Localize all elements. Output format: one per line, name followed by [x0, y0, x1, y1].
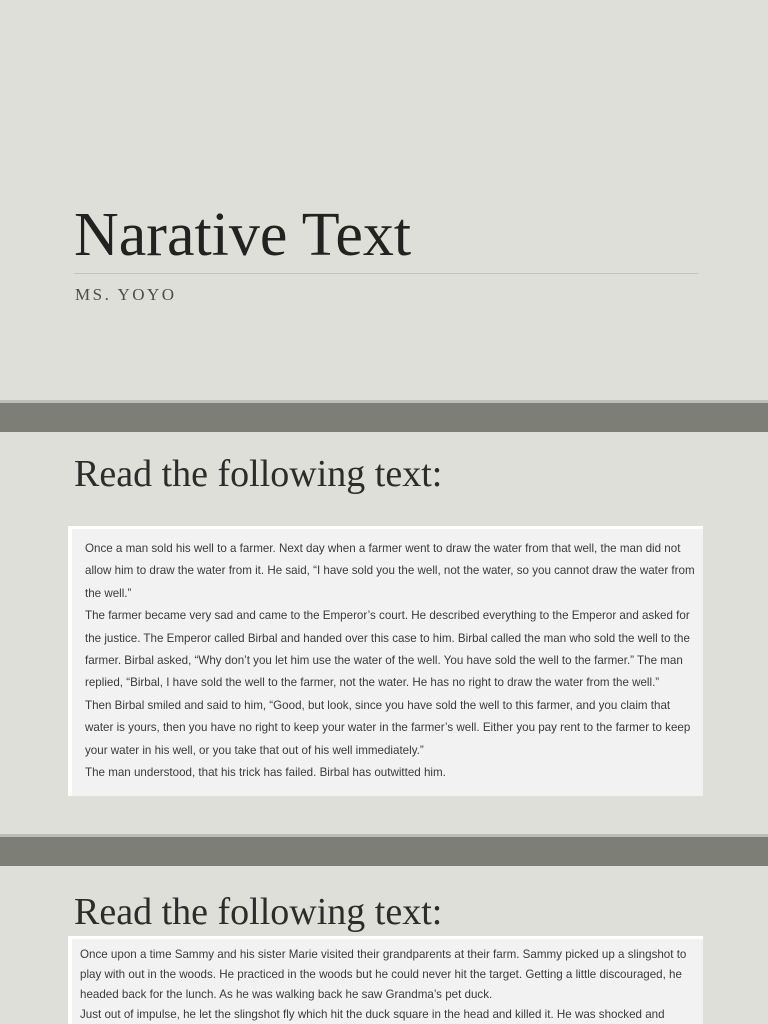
- slide-heading: Read the following text:: [74, 453, 443, 495]
- title-slide: [0, 0, 768, 400]
- slide-separator: [0, 834, 768, 866]
- story-paragraph: Once a man sold his well to a farmer. Next day when a farmer went to draw the water from that well, the man did not allow him to draw the water from it. He said, “I have sold you the well, not the water, so you cannot draw the water from the well.”: [85, 542, 695, 600]
- title-divider: [74, 273, 698, 274]
- story-text-box: [68, 526, 703, 796]
- story-paragraph: Once upon a time Sammy and his sister Marie visited their grandparents at their farm. Sammy picked up a slingshot to play with out in the woods. He practiced in the woods but he could never hit the target. Getting a little discouraged, he headed back for the lunch. As he was walking back he saw Grandma’s pet duck.: [80, 948, 687, 1001]
- slide-subtitle: MS. YOYO: [75, 285, 177, 304]
- story-text-box: [68, 936, 703, 1024]
- story-paragraph: The man understood, that his trick has failed. Birbal has outwitted him.: [85, 766, 446, 780]
- story-paragraph: The farmer became very sad and came to the Emperor’s court. He described everything to the Emperor and asked for the justice. The Emperor called Birbal and handed over this case to him. Birbal called the man who sold the well to the farmer. Birbal asked, “Why don’t you let him use the water of the well. You have sold the well to the farmer.” The man replied, “Birbal, I have sold the well to the farmer, not the water. He has no right to draw the water from the well.”: [85, 609, 690, 690]
- story-paragraph: Just out of impulse, he let the slingshot fly which hit the duck square in the head and killed it. He was shocked and: [80, 1008, 665, 1021]
- text-slide-sammy: [0, 866, 768, 1024]
- story-paragraph: Then Birbal smiled and said to him, “Good, but look, since you have sold the well to this farmer, and you claim that water is yours, then you have no right to keep your water in the farmer’s well. Either you pay rent to the farmer to keep your water in his well, or you take that out of his well immediately.”: [85, 698, 691, 757]
- text-slide-birbal: [0, 432, 768, 834]
- slide-title: Narative Text: [74, 201, 412, 269]
- slide-separator: [0, 400, 768, 432]
- slide-heading: Read the following text:: [74, 891, 443, 933]
